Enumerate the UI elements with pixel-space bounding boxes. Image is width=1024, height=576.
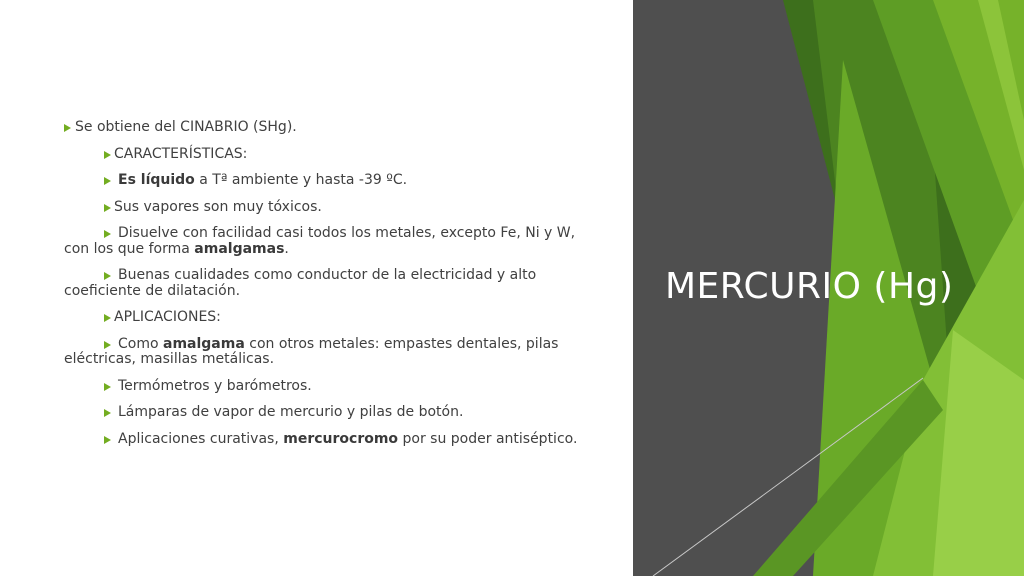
text-run: Se obtiene del CINABRIO (SHg).	[75, 119, 297, 135]
text-run: CARACTERÍSTICAS:	[114, 145, 248, 162]
text-run: a Tª ambiente y hasta -39 ºC.	[194, 172, 408, 188]
text-run: APLICACIONES:	[114, 309, 221, 325]
text-run: Aplicaciones curativas,	[118, 430, 284, 447]
bullet-item	[64, 432, 584, 448]
triangle-right-icon	[104, 383, 111, 391]
triangle-right-icon	[104, 436, 111, 444]
bullet-text	[64, 147, 584, 163]
text-run: Sus vapores son muy tóxicos.	[114, 198, 322, 215]
bullet-text	[64, 226, 584, 257]
bullet-item	[64, 120, 584, 136]
bullet-item	[64, 379, 584, 395]
triangle-right-icon	[104, 177, 111, 185]
bullet-item	[64, 226, 584, 257]
text-run: Lámparas de vapor de mercurio y pilas de botón.	[118, 404, 464, 420]
slide-body	[64, 120, 584, 458]
bullet-text	[75, 120, 584, 136]
text-run: Como	[118, 335, 163, 352]
bullet-text	[64, 173, 584, 189]
triangle-right-icon	[104, 314, 111, 322]
bullet-item	[64, 173, 584, 189]
text-run: por su poder antiséptico.	[398, 430, 578, 447]
bold-run: amalgamas	[194, 240, 285, 257]
bullet-item	[64, 200, 584, 216]
bold-run: mercurocromo	[283, 430, 399, 447]
bullet-text	[64, 379, 584, 395]
bold-run: Es líquido	[118, 172, 195, 188]
triangle-right-icon	[104, 204, 111, 212]
triangle-right-icon	[104, 272, 111, 280]
text-run: Disuelve con facilidad casi todos los metales, excepto Fe, Ni y W, con los que forma	[64, 225, 576, 257]
bullet-text	[64, 310, 584, 326]
triangle-right-icon	[104, 341, 111, 349]
bullet-item	[64, 337, 584, 368]
bullet-text	[64, 268, 584, 299]
slide-title: MERCURIO (Hg)	[665, 266, 954, 307]
bullet-text	[64, 200, 584, 216]
triangle-right-icon	[104, 409, 111, 417]
triangle-right-icon	[104, 151, 111, 159]
bullet-item	[64, 268, 584, 299]
text-run: Buenas cualidades como conductor de la electricidad y alto coeficiente de dilatación.	[64, 267, 537, 299]
bullet-item	[64, 147, 584, 163]
triangle-right-icon	[64, 124, 71, 132]
text-run: .	[284, 240, 289, 257]
bullet-text	[64, 432, 584, 448]
bullet-item	[64, 405, 584, 421]
bullet-item	[64, 310, 584, 326]
text-run: Termómetros y barómetros.	[118, 377, 312, 394]
triangle-right-icon	[104, 230, 111, 238]
bold-run: amalgama	[163, 335, 245, 352]
bullet-text	[64, 405, 584, 421]
bullet-text	[64, 337, 584, 368]
text-run: con otros metales: empastes dentales, pilas eléctricas, masillas metálicas.	[64, 335, 559, 367]
